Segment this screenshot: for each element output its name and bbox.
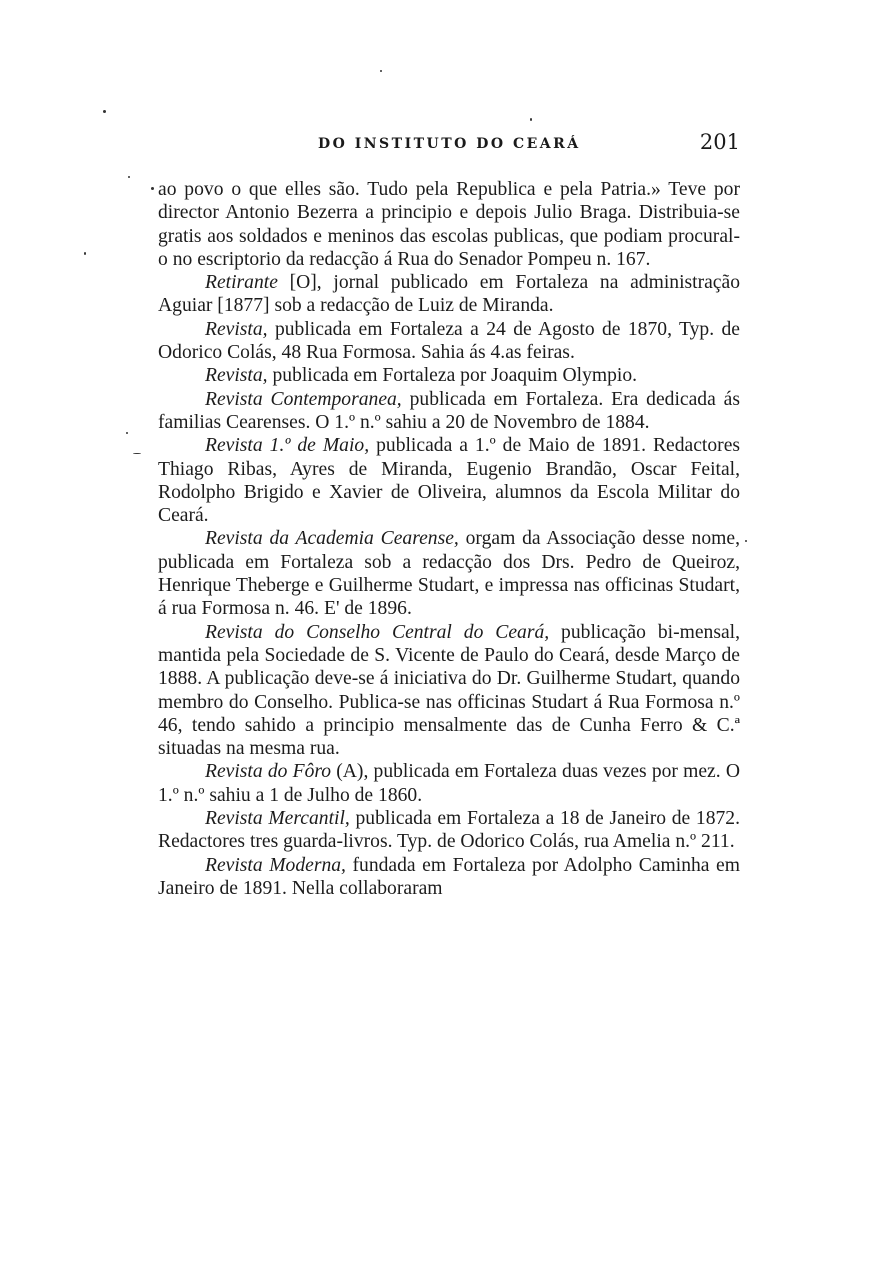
entry-title: Retirante: [205, 272, 278, 294]
paragraph-6: [158, 434, 740, 527]
entry-text: (A), publicada em Fortaleza duas vezes por mez. O 1.º n.º sahiu a 1 de Julho de 1860.: [158, 761, 740, 806]
entry-title: Revista do Conselho Central do Ceará,: [205, 621, 550, 643]
entry-text: publicada em Fortaleza a 24 de Agosto de 1870, Typ. de Odorico Colás, 48 Rua Formosa. Sahia ás 4.as feiras.: [158, 318, 740, 364]
entry-text: fundada em Fortaleza por Adolpho Caminha em Janeiro de 1891. Nella collaboraram: [158, 854, 740, 899]
page-header: [158, 130, 740, 160]
paragraph-5: [158, 388, 740, 435]
entry-title: Revista,: [205, 318, 268, 340]
entry-title: Revista Mercantil,: [205, 808, 350, 830]
entry-text: publicada em Fortaleza a 18 de Janeiro de 1872. Redactores tres guarda-livros. Typ. de Odorico Colás, rua Amelia n.º 211.: [158, 808, 740, 853]
paragraph-1: [158, 178, 740, 271]
paragraph-3: [158, 318, 740, 365]
body-text: [158, 178, 740, 900]
entry-title: Revista do Fôro: [205, 761, 332, 783]
paragraph-8: [158, 621, 740, 761]
paragraph-4: [158, 364, 740, 387]
entry-text: publicada em Fortaleza por Joaquim Olympio.: [267, 365, 638, 387]
entry-text: orgam da Associação desse nome, publicada em Fortaleza sob a redacção dos Drs. Pedro de Queiroz, Henrique Theberge e Guilherme Studart, e impressa nas officinas Studart, á rua Formosa n. 46. E' de 1896.: [158, 528, 740, 620]
entry-title: Revista,: [205, 365, 268, 387]
paragraph-7: [158, 527, 740, 620]
entry-text: publicada em Fortaleza. Era dedicada ás familias Cearenses. O 1.º n.º sahiu a 20 de Novembro de 1884.: [158, 388, 741, 433]
page-number: 201: [699, 130, 740, 154]
paragraph-9: [158, 760, 740, 807]
entry-text: publicada a 1.º de Maio de 1891. Redactores Thiago Ribas, Ayres de Miranda, Eugenio Brandão, Oscar Feital, Rodolpho Brigido e Xavier de Oliveira, alumnos da Escola Militar do Ceará.: [158, 435, 741, 527]
entry-text: ao povo o que elles são. Tudo pela Republica e pela Patria.» Teve por director Antonio Bezerra a principio e depois Julio Braga. Distribuia-se gratis aos soldados e meninos das escolas publicas, que podiam procural-o no escriptorio da redacção á Rua do Senador Pompeu n. 167.: [158, 179, 740, 270]
paragraph-10: [158, 807, 740, 854]
entry-title: Revista Moderna,: [205, 854, 346, 876]
entry-title: Revista da Academia Cearense,: [205, 528, 459, 550]
entry-title: Revista Contemporanea,: [205, 388, 402, 410]
entry-title: Revista 1.º de Maio,: [205, 435, 370, 457]
paragraph-11: [158, 854, 740, 901]
paragraph-2: [158, 271, 740, 318]
entry-text: publicação bi-mensal, mantida pela Sociedade de S. Vicente de Paulo do Ceará, desde Março de 1888. A publicação deve-se á iniciativa do Dr. Guilherme Studart, quando membro do Conselho. Publica-se nas officinas Studart á Rua Formosa n.º 46, tendo sahido a principio mensalmente das de Cunha Ferro & C.ª situadas na mesma rua.: [158, 621, 740, 760]
running-head: DO INSTITUTO DO CEARÁ: [318, 136, 581, 152]
entry-text: [O], jornal publicado em Fortaleza na administração Aguiar [1877] sob a redacção de Luiz de Miranda.: [158, 272, 740, 317]
